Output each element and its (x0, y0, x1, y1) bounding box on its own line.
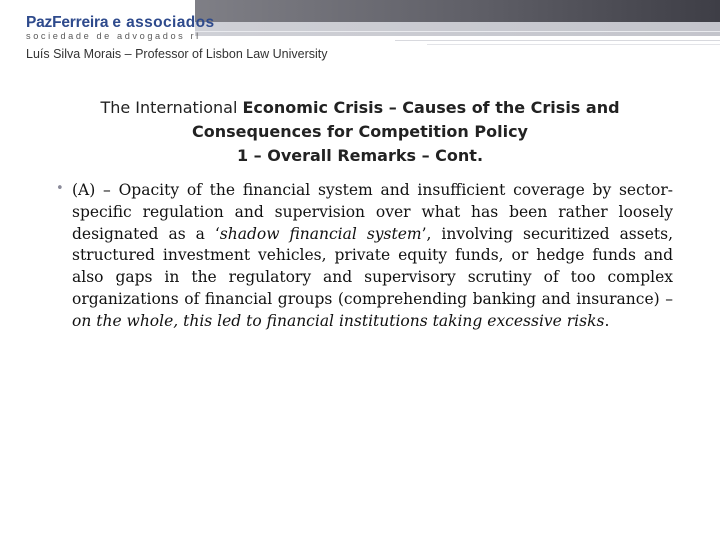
bullet-text-italic1: shadow financial system (219, 224, 422, 243)
firm-logo (26, 14, 215, 44)
header-band-light (195, 22, 720, 36)
bullet-text-part3: . (604, 311, 610, 330)
author-line: Luís Silva Morais – Professor of Lisbon Law University (26, 47, 328, 61)
bullet-paragraph (72, 180, 673, 333)
bullet-marker: • (56, 181, 64, 196)
bullet-text-italic2: on the whole, this led to financial institutions taking excessive risks (72, 311, 605, 330)
title-line1-bold: Economic Crisis – Causes of the Crisis and (242, 98, 620, 117)
title-line2: Consequences for Competition Policy (192, 122, 528, 141)
logo-main-right: e associados (112, 14, 215, 31)
slide-title (60, 96, 660, 168)
title-line3: 1 – Overall Remarks – Cont. (236, 146, 484, 165)
header-band-dark (195, 0, 720, 22)
title-line1-prefix: The International (100, 98, 243, 117)
header-rule (427, 44, 720, 45)
logo-subtitle: sociedade de advogados rl (26, 31, 201, 41)
bullet-text-part1: (A) – Opacity of the financial system and insufficient coverage by sector-specific regulation and supervision over what has been rather loosely designated as a ‘ (72, 181, 673, 243)
logo-main-left: PazFerreira (26, 14, 109, 31)
header-rule (395, 40, 720, 41)
header-rule (195, 31, 720, 32)
logo-main (26, 14, 215, 32)
bullet-text-part2: ’, involving securitized assets, structured investment vehicles, private equity funds, or hedge funds and also gaps in the regulatory and supervisory scrutiny of too complex organizations of financial groups (comprehending banking and insurance) – (72, 224, 674, 308)
